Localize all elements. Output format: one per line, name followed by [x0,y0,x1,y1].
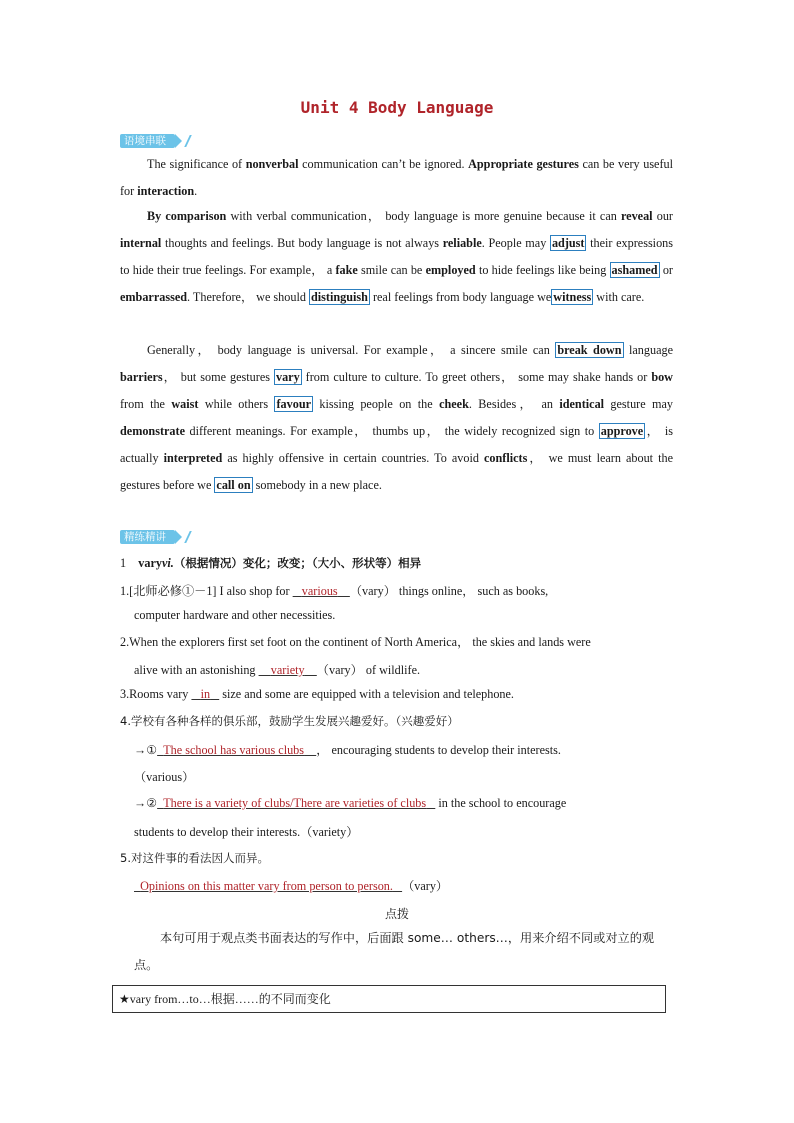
bold-vocab-word: interpreted [163,451,223,465]
vocab-gloss: （根据情况）变化；改变；（大小、形状等）相异 [173,556,422,570]
bold-vocab-word: employed [425,263,476,277]
exercise-5-prompt: 5.对这件事的看法因人而异。 [120,851,269,865]
passage-text: . Besides， an [468,397,560,411]
bold-vocab-word: fake [335,263,358,277]
bold-vocab-word: conflicts [484,451,528,465]
section-tag-practice [120,530,175,544]
passage-text: language [623,343,673,357]
passage-text: somebody in a new place. [252,478,382,492]
bold-vocab-word: interaction [137,184,195,198]
exercise-4-line-2: students to develop their interests.（variety） [134,825,359,839]
passage-paragraph-2 [120,203,673,311]
exercise-text: 1.[北师必修①－1] I also shop for [120,584,293,598]
bold-vocab-word: identical [559,397,605,411]
exercise-5-answer [134,877,448,894]
exercise-4-hint-1: （various） [134,770,195,784]
passage-text: The significance of [147,157,246,171]
answer-blank [191,687,219,701]
passage-paragraph-1 [120,151,673,205]
bold-vocab-word: bow [651,370,673,384]
passage-text: ， is actually [120,424,673,465]
bold-vocab-word: waist [171,397,199,411]
boxed-vocab-word: call on [216,478,251,492]
tip-text: 本句可用于观点类书面表达的写作中，后面跟 some… others…，用来介绍不同或对立的观点。 [134,931,655,972]
bold-vocab-word: internal [120,236,162,250]
answer-blank [157,743,316,757]
passage-text: to hide feelings like being [475,263,610,277]
answer-text: in [200,687,211,701]
phrase-text: ★vary from…to…根据……的不同而变化 [119,992,331,1006]
section-tag-label: 精练精讲 [124,531,166,543]
exercise-text: →① [134,743,158,757]
vocab-number: 1 [120,556,127,570]
exercise-text: in the school to encourage [435,796,567,810]
bold-vocab-word: cheek [439,397,469,411]
bold-vocab-word: reveal [620,209,653,223]
passage-text: while others [198,397,275,411]
passage-text: with care. [593,290,645,304]
passage-text: our [652,209,673,223]
passage-text: . [194,184,198,198]
passage-text: different meanings. For example， thumbs up， the widely recognized sign to [184,424,599,438]
answer-text: variety [270,663,305,677]
passage-text: Generally， body language is universal. For example， a sincere smile can [147,343,556,357]
passage-text: with verbal communication， body language is more genuine because it can [226,209,621,223]
exercise-text: alive with an astonishing [134,663,259,677]
exercise-text: （vary） of wildlife. [316,663,421,677]
phrase-box [112,985,666,1013]
passage-text: . People may [481,236,550,250]
exercise-1-line-2: computer hardware and other necessities. [134,608,336,622]
exercise-4-prompt: 4.学校有各种各样的俱乐部，鼓励学生发展兴趣爱好。（兴趣爱好） [120,714,459,728]
boxed-vocab-word: ashamed [611,263,658,277]
exercise-text: ， encouraging students to develop their interests. [316,743,561,757]
passage-text: from culture to culture. To greet others， some may shake hands or [301,370,652,384]
exercise-4-answer-2 [134,796,566,811]
boxed-vocab-word: approve [600,424,644,438]
page-title: Unit 4 Body Language [300,98,494,117]
bold-vocab-word: demonstrate [120,424,185,438]
passage-text: . Therefore， we should [187,290,309,304]
exercise-4-answer-1 [134,741,561,758]
answer-text: The school has various clubs [163,743,305,757]
tip-heading: 点拨 [384,907,409,921]
vocab-pos: vi. [161,556,174,570]
bold-vocab-word: nonverbal [245,157,299,171]
exercise-2: 2.When the explorers first set foot on the continent of North America， the skies and lands were [120,635,591,649]
bold-vocab-word: barriers [120,370,163,384]
exercise-text: （vary） [402,879,449,893]
boxed-vocab-word: distinguish [310,290,368,304]
answer-blank [259,663,317,677]
boxed-vocab-word: break down [557,343,622,357]
passage-text: can be very useful for [120,157,674,198]
answer-blank [134,879,402,893]
answer-text: There is a variety of clubs/There are varieties of clubs [163,796,427,810]
section-tag-label: 语境串联 [124,135,166,147]
passage-text: as highly offensive in certain countries. To avoid [222,451,485,465]
exercise-text: （vary） things online， such as books, [349,584,549,598]
bold-vocab-word: embarrassed [120,290,188,304]
exercise-2-line-2 [134,661,420,678]
exercise-3 [120,687,514,702]
passage-text: ， but some gestures [162,370,274,384]
boxed-vocab-word: adjust [551,236,585,250]
boxed-vocab-word: favour [276,397,312,411]
answer-text: Opinions on this matter vary from person to person. [140,879,393,893]
passage-text: gesture may [604,397,673,411]
bold-vocab-word: Appropriate gestures [468,157,579,171]
passage-text: their expressions to hide their true feelings. For example， a [120,236,674,277]
exercise-text: →② [134,796,158,810]
bold-vocab-word: reliable [442,236,482,250]
passage-text: from the [120,397,172,411]
boxed-vocab-word: witness [553,290,592,304]
vocab-word: vary [138,556,162,570]
answer-text: various [301,584,338,598]
answer-blank [157,796,435,810]
exercise-text: 3.Rooms vary [120,687,192,701]
passage-text: smile can be [357,263,426,277]
boxed-vocab-word: vary [275,370,300,384]
vocab-entry [120,555,421,571]
exercise-text: size and some are equipped with a television and telephone. [219,687,514,701]
passage-text: real feelings from body language we [369,290,552,304]
passage-text: kissing people on the [313,397,440,411]
passage-text: communication can’t be ignored. [298,157,469,171]
passage-text: thoughts and feelings. But body language is not always [161,236,443,250]
section-tag-context [120,134,175,148]
answer-blank [293,584,350,598]
passage-text: ， we must learn about the gestures before we [120,451,673,492]
exercise-1 [120,582,548,599]
bold-vocab-word: By comparison [147,209,227,223]
passage-paragraph-3 [120,337,673,499]
passage-text: or [659,263,673,277]
